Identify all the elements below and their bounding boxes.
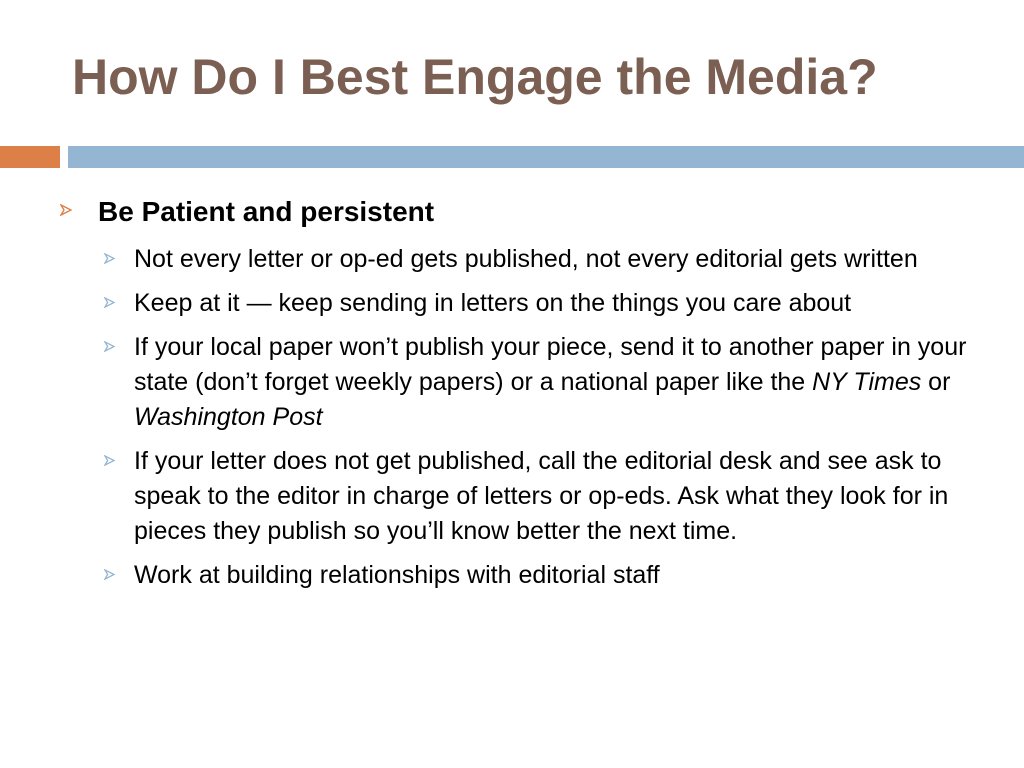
sub-bullet-list bbox=[104, 242, 980, 593]
accent-bar-left bbox=[0, 146, 60, 168]
sub-point-text: Work at building relationships with editorial staff bbox=[134, 561, 660, 589]
main-point-text: Be Patient and persistent bbox=[98, 196, 435, 227]
accent-bar-right bbox=[68, 146, 1024, 168]
arrowhead-bullet-icon bbox=[104, 444, 134, 479]
main-bullet-item bbox=[60, 192, 980, 232]
sub-point-text bbox=[134, 330, 980, 435]
sub-point-text: Keep at it — keep sending in letters on the things you care about bbox=[134, 289, 852, 317]
sub-bullet-item bbox=[104, 286, 980, 321]
newspaper-name: Washington Post bbox=[134, 403, 323, 431]
arrowhead-bullet-icon bbox=[104, 286, 134, 321]
sub-point-text-middle: or bbox=[921, 368, 951, 396]
sub-point-text: Not every letter or op-ed gets published, not every editorial gets written bbox=[134, 245, 918, 273]
slide-content bbox=[60, 192, 980, 602]
arrowhead-bullet-icon bbox=[104, 242, 134, 277]
sub-bullet-item bbox=[104, 242, 980, 277]
sub-point-text: If your letter does not get published, call the editorial desk and see ask to speak to the editor in charge of letters or op-eds. Ask what they look for in pieces they publish so you’ll know better the next time. bbox=[134, 447, 949, 545]
arrowhead-bullet-icon bbox=[60, 192, 98, 232]
slide-title: How Do I Best Engage the Media? bbox=[72, 49, 878, 105]
sub-point-text-start: If your local paper won’t publish your piece, send it to another paper in your state (don’t forget weekly papers) or a national paper like the bbox=[134, 333, 967, 396]
arrowhead-bullet-icon bbox=[104, 558, 134, 593]
arrowhead-bullet-icon bbox=[104, 330, 134, 365]
sub-bullet-item bbox=[104, 330, 980, 435]
newspaper-name: NY Times bbox=[812, 368, 922, 396]
sub-bullet-item bbox=[104, 444, 980, 549]
sub-bullet-item bbox=[104, 558, 980, 593]
